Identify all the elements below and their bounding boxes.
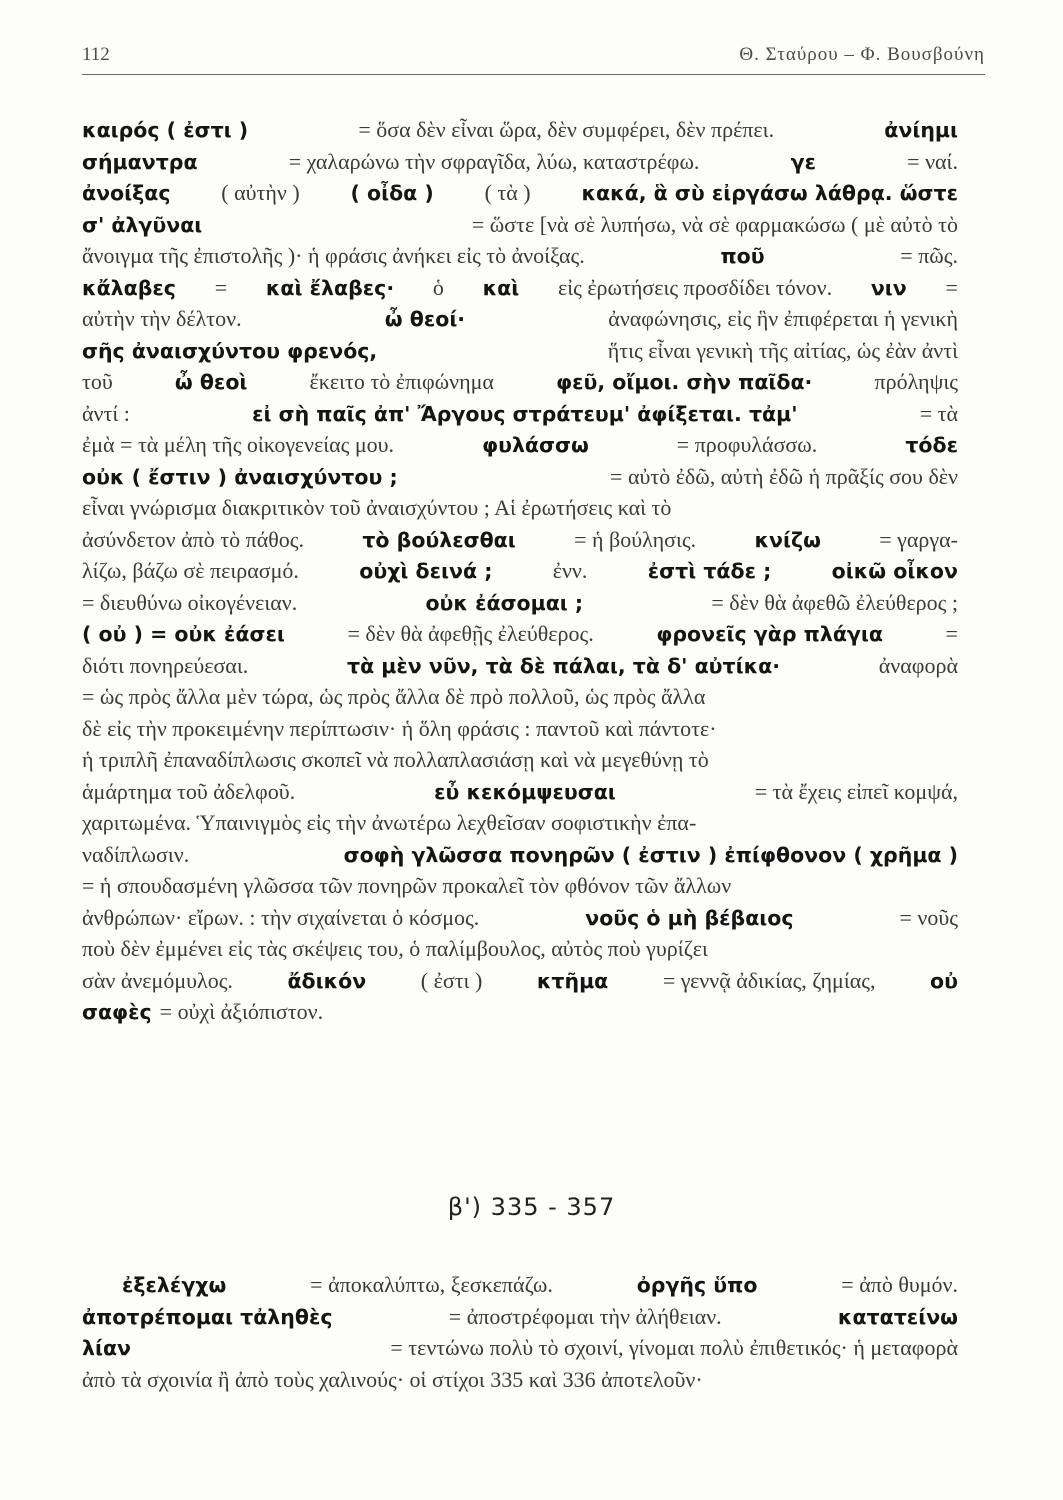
gloss-text: = γαργα- [879, 526, 958, 552]
lemma-term: τὰ μὲν νῦν, τὰ δὲ πάλαι, τὰ δ' αὐτίκα· [347, 653, 781, 678]
gloss-text: = χαλαρώνω τὴν σφραγῖδα, λύω, καταστρέφω. [288, 148, 700, 174]
text-line [82, 492, 958, 524]
text-line [82, 177, 958, 209]
text-line [82, 650, 958, 682]
text-line [82, 744, 958, 776]
gloss-text: σὰν ἀνεμόμυλος. [82, 967, 233, 993]
gloss-text: ἔκειτο τὸ ἐπιφώνημα [309, 369, 494, 394]
gloss-text: = γεννᾷ ἀδικίας, ζημίας, [662, 967, 876, 993]
text-line [82, 240, 958, 272]
gloss-text: = ἀποκαλύπτω, ξεσκεπάζω. [310, 1272, 553, 1297]
gloss-text: = ἡ σπουδασμένη γλῶσσα τῶν πονηρῶν προκαλεῖ τὸν φθόνον τῶν ἄλλων [82, 873, 732, 898]
lemma-term: σοφὴ γλῶσσα πονηρῶν ( ἐστιν ) ἐπίφθονον ( χρῆμα ) [343, 842, 958, 867]
text-line [82, 996, 958, 1028]
gloss-text: εἶναι γνώρισμα διακριτικὸν τοῦ ἀναισχύντου ; Αἱ ἐρωτήσεις καὶ τὸ [82, 495, 672, 520]
lemma-term: φυλάσσω [482, 433, 589, 457]
lemma-term: οὐχὶ δεινά ; [359, 559, 493, 583]
lemma-term: τόδε [905, 433, 958, 457]
commentary-block-2 [82, 1269, 958, 1395]
lemma-term: κτῆμα [536, 968, 609, 993]
text-line [82, 713, 958, 745]
lemma-term: σ' ἀλγῦναι [82, 212, 203, 237]
text-line [82, 335, 958, 367]
gloss-text: = οὐχὶ ἀξιόπιστον. [159, 999, 324, 1024]
lemma-term: οὐκ ( ἔστιν ) ἀναισχύντου ; [82, 464, 398, 489]
gloss-text: = δὲν θὰ ἀφεθῶ ἐλεύθερος ; [711, 589, 958, 615]
commentary-block-1 [82, 114, 958, 1028]
text-line [82, 1269, 958, 1301]
lemma-term: οἰκῶ οἶκον [831, 559, 958, 583]
text-line [82, 146, 958, 178]
text-line [82, 524, 958, 556]
gloss-text: = νοῦς [899, 904, 958, 930]
gloss-text: ἁμάρτημα τοῦ ἀδελφοῦ. [82, 778, 296, 804]
gloss-text: ἡ τριπλῆ ἐπαναδίπλωσις σκοπεῖ νὰ πολλαπλασιάσῃ καὶ νὰ μεγεθύνῃ τὸ [82, 747, 709, 772]
gloss-text: ( αὐτὴν ) [221, 180, 300, 205]
text-line [82, 618, 958, 650]
text-line [82, 555, 958, 587]
gloss-text: = αὐτὸ ἐδῶ, αὐτὴ ἐδῶ ἡ πρᾶξίς σου δὲν [610, 463, 958, 489]
text-line [82, 366, 958, 398]
lemma-term: καιρός ( ἐστι ) [82, 118, 249, 142]
lemma-term: σῆς ἀναισχύντου φρενός, [82, 338, 378, 363]
gloss-text: λίζω, βάζω σὲ πειρασμό. [82, 558, 299, 583]
text-line [82, 587, 958, 619]
gloss-text: = τεντώνω πολὺ τὸ σχοινί, γίνομαι πολὺ ἐπιθετικός· ἡ μεταφορὰ [390, 1335, 958, 1360]
running-head-authors: Θ. Σταύρου – Φ. Βουσβούνη [739, 44, 985, 65]
text-line [82, 303, 958, 335]
gloss-text: = ναί. [907, 148, 958, 174]
text-line [82, 398, 958, 430]
lemma-term: σαφὲς [82, 1000, 152, 1024]
gloss-text: ἀνθρώπων· εἴρων. : τὴν σιχαίνεται ὁ κόσμος. [82, 904, 480, 930]
gloss-text: = διευθύνω οἰκογένειαν. [82, 589, 298, 615]
gloss-text: ἀναφώνησις, εἰς ἣν ἐπιφέρεται ἡ γενικὴ [608, 306, 958, 331]
text-line [82, 807, 958, 839]
gloss-text: ἀναφορὰ [878, 652, 958, 678]
gloss-text: ποὺ δὲν ἐμμένει εἰς τὰς σκέψεις του, ὁ παλίμβουλος, αὐτὸς ποὺ γυρίζει [82, 936, 708, 961]
lemma-term: ( οἶδα ) [350, 181, 434, 205]
gloss-text: δὲ εἰς τὴν προκειμένην περίπτωσιν· ἡ ὅλη φράσις : παντοῦ καὶ πάντοτε· [82, 715, 717, 741]
gloss-text: ἄνοιγμα τῆς ἐπιστολῆς )· ἡ φράσις ἀνήκει εἰς τὸ ἀνοίξας. [82, 243, 585, 268]
gloss-text: = ὡς πρὸς ἄλλα μὲν τώρα, ὡς πρὸς ἄλλα δὲ πρὸ πολλοῦ, ὡς πρὸς ἄλλα [82, 684, 706, 709]
gloss-text: ἀσύνδετον ἀπὸ τὸ πάθος. [82, 526, 304, 552]
gloss-text: = ἀποστρέφομαι τὴν ἀλήθειαν. [448, 1303, 722, 1329]
gloss-text: = [214, 274, 228, 300]
lemma-term: ἄδικόν [287, 968, 367, 993]
gloss-text: ἐμὰ = τὰ μέλη τῆς οἰκογενείας μου. [82, 432, 395, 457]
gloss-text: τοῦ [82, 369, 113, 394]
lemma-term: φρονεῖς γὰρ πλάγια [656, 622, 883, 646]
gloss-text: = δὲν θὰ ἀφεθῇς ἐλεύθερος. [347, 621, 594, 646]
lemma-term: οὐ [930, 968, 958, 993]
lemma-term: κνίζω [754, 527, 821, 552]
lemma-term: σήμαντρα [82, 149, 198, 174]
text-line [82, 870, 958, 902]
gloss-text: ὁ [432, 274, 444, 300]
gloss-text: = ὥστε [νὰ σὲ λυπήσω, νὰ σὲ φαρμακώσω ( μὲ αὐτὸ τὸ [471, 211, 958, 237]
gloss-text: = πῶς. [900, 243, 958, 268]
text-line [82, 965, 958, 997]
gloss-text: ἀπὸ τὰ σχοινία ἢ ἀπὸ τοὺς χαλινούς· οἱ στίχοι 335 καὶ 336 ἀποτελοῦν· [82, 1366, 703, 1392]
lemma-term: κἄλαβες [82, 275, 176, 300]
gloss-text: = [945, 274, 958, 300]
gloss-text: = ἡ βούλησις. [574, 526, 697, 552]
gloss-text: εἰς ἐρωτήσεις προσδίδει τόνον. [557, 274, 833, 300]
lemma-term: καὶ ἔλαβες· [265, 275, 395, 300]
text-line [82, 429, 958, 461]
gloss-text: = προφυλάσσω. [676, 432, 818, 457]
gloss-text: διότι πονηρεύεσαι. [82, 652, 249, 678]
lemma-term: φεῦ, οἴμοι. σὴν παῖδα· [556, 370, 813, 394]
lemma-term: κακά, ἃ σὺ εἰργάσω λάθρᾳ. ὥστε [581, 181, 958, 205]
lemma-term: νιν [870, 275, 907, 300]
lemma-term: λίαν [82, 1336, 132, 1360]
gloss-text: χαριτωμένα. Ὑπαινιγμὸς εἰς τὴν ἀνωτέρω λεχθεῖσαν σοφιστικὴν ἐπα- [82, 810, 697, 835]
lemma-term: ὀργῆς ὕπο [636, 1273, 758, 1297]
lemma-term: ὦ θεοί· [384, 307, 466, 331]
text-line [82, 272, 958, 304]
text-line [82, 1364, 958, 1396]
text-line [82, 1301, 958, 1333]
gloss-text: = τὰ [919, 400, 958, 426]
text-line [82, 902, 958, 934]
lemma-term: τὸ βούλεσθαι [362, 527, 516, 552]
gloss-text: ἥτις εἶναι γενικὴ τῆς αἰτίας, ὡς ἐὰν ἀντὶ [607, 337, 958, 363]
gloss-text: = [945, 621, 958, 646]
lemma-term: οὐκ ἐάσομαι ; [425, 590, 584, 615]
lemma-term: ἀποτρέπομαι τἀληθὲς [82, 1304, 333, 1329]
gloss-text: αὐτὴν τὴν δέλτον. [82, 306, 242, 331]
text-line [82, 461, 958, 493]
gloss-text: ἐνν. [552, 558, 588, 583]
lemma-term: καὶ [482, 275, 520, 300]
gloss-text: ναδίπλωσιν. [82, 841, 190, 867]
lemma-term: ποῦ [720, 244, 765, 268]
gloss-text: = ἀπὸ θυμόν. [841, 1272, 958, 1297]
gloss-text: πρόληψις [874, 369, 958, 394]
page-number: 112 [82, 44, 110, 65]
text-line [82, 681, 958, 713]
text-line [82, 776, 958, 808]
gloss-text: = τὰ ἔχεις εἰπεῖ κομψά, [754, 778, 958, 804]
lemma-term: ἐστὶ τάδε ; [647, 559, 772, 583]
lemma-term: ( οὐ ) = οὐκ ἐάσει [82, 622, 285, 646]
lemma-term: ἀνοίξας [82, 181, 171, 205]
gloss-text: ( τὰ ) [484, 180, 531, 205]
lemma-term: ὦ θεοὶ [174, 370, 248, 394]
text-line [82, 1332, 958, 1364]
lemma-term: κατατείνω [837, 1304, 958, 1329]
lemma-term: ἐξελέγχω [122, 1273, 227, 1297]
running-head [82, 38, 985, 75]
text-line [82, 839, 958, 871]
lemma-term: εὖ κεκόμψευσαι [434, 779, 616, 804]
lemma-term: γε [790, 149, 816, 174]
text-line [82, 114, 958, 146]
text-line [82, 933, 958, 965]
text-line [82, 209, 958, 241]
lemma-term: εἰ σὴ παῖς ἀπ' Ἄργους στράτευμ' ἀφίξεται. τἀμ' [252, 401, 798, 426]
gloss-text: ἀντί : [82, 400, 130, 426]
gloss-text: ( ἐστι ) [420, 967, 483, 993]
section-heading: β') 335 - 357 [447, 1193, 616, 1221]
gloss-text: = ὅσα δὲν εἶναι ὥρα, δὲν συμφέρει, δὲν πρέπει. [358, 117, 775, 142]
lemma-term: ἀνίημι [884, 118, 958, 142]
lemma-term: νοῦς ὁ μὴ βέβαιος [585, 905, 794, 930]
